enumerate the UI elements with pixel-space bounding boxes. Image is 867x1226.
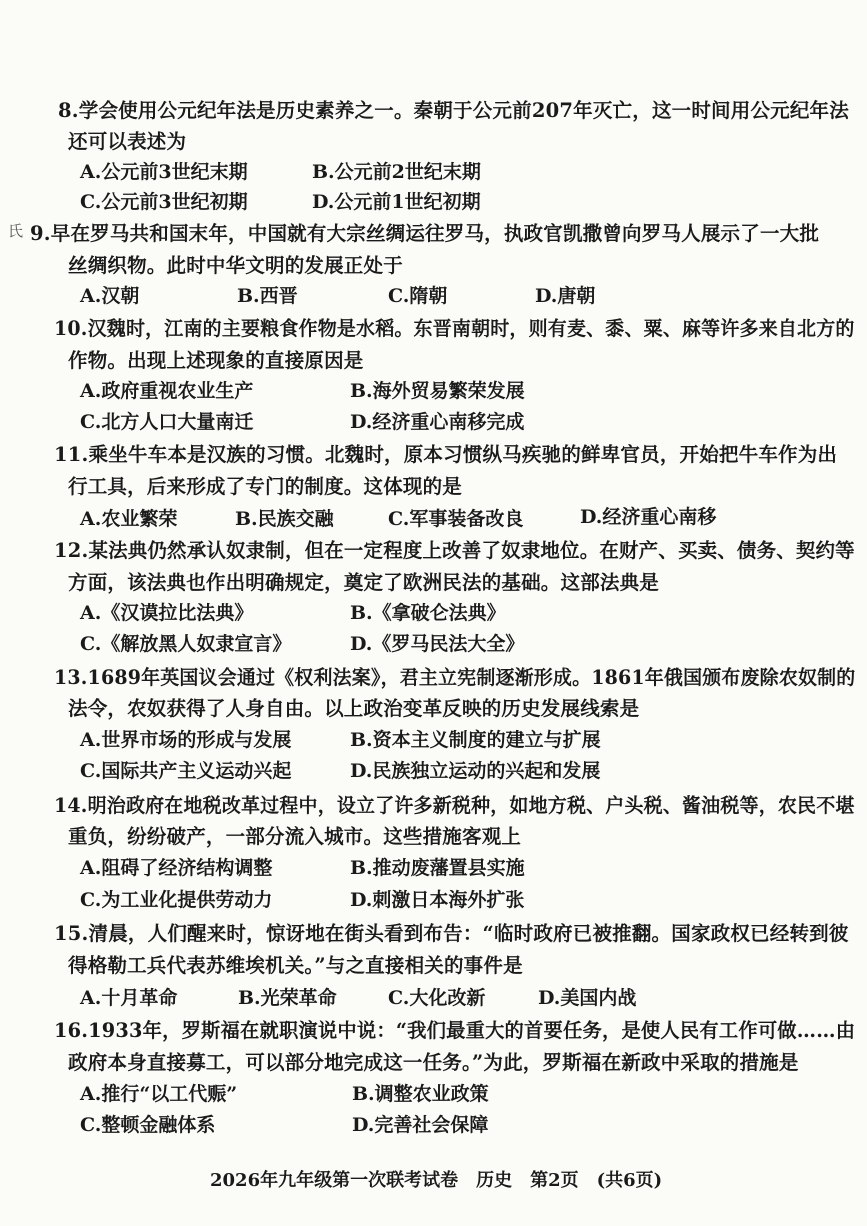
question-15-stem-line-2: 得格勒工兵代表苏维埃机关。”与之直接相关的事件是 [68,954,523,977]
question-11-option-c: C.军事装备改良 [388,508,524,530]
question-10-option-c: C.北方人口大量南迁 [80,411,254,433]
question-12-option-b: B.《拿破仑法典》 [350,602,506,624]
question-10-stem-line-1: 10.汉魏时，江南的主要粮食作物是水稻。东晋南朝时，则有麦、黍、粟、麻等许多来自北方的 [54,317,855,340]
question-11-option-a: A.农业繁荣 [80,508,178,530]
question-12-stem-line-1: 12.某法典仍然承认奴隶制，但在一定程度上改善了奴隶地位。在财产、买卖、债务、契约等 [54,539,855,562]
question-15-option-c: C.大化改新 [388,987,486,1009]
question-13-option-b: B.资本主义制度的建立与扩展 [350,729,601,751]
question-14-option-d: D.刺激日本海外扩张 [350,889,525,911]
question-9-stem-line-2: 丝绸织物。此时中华文明的发展正处于 [68,254,403,277]
question-10-option-a: A.政府重视农业生产 [80,380,254,402]
question-15-option-d: D.美国内战 [538,987,637,1009]
question-10-option-b: B.海外贸易繁荣发展 [350,380,525,402]
question-13-option-d: D.民族独立运动的兴起和发展 [350,760,601,782]
question-12-option-d: D.《罗马民法大全》 [350,633,525,655]
question-11-stem-line-1: 11.乘坐牛车本是汉族的习惯。北魏时，原本习惯纵马疾驰的鲜卑官员，开始把牛车作为出 [54,443,838,466]
question-16-stem-line-2: 政府本身直接募工，可以部分地完成这一任务。”为此，罗斯福在新政中采取的措施是 [68,1051,799,1074]
question-15-option-b: B.光荣革命 [238,987,337,1009]
question-11-option-d: D.经济重心南移 [580,506,717,528]
question-9-option-d: D.唐朝 [535,285,596,307]
page-footer: 2026年九年级第一次联考试卷 历史 第2页 (共6页) [210,1170,663,1191]
question-9-stem-line-1: 9.早在罗马共和国末年，中国就有大宗丝绸运往罗马，执政官凯撒曾向罗马人展示了一大批 [30,222,820,245]
question-12-stem-line-2: 方面，该法典也作出明确规定，奠定了欧洲民法的基础。这部法典是 [68,571,660,594]
question-13-stem-line-2: 法令，农奴获得了人身自由。以上政治变革反映的历史发展线索是 [68,697,640,720]
question-10-option-d: D.经济重心南移完成 [350,411,525,433]
question-12-option-c: C.《解放黑人奴隶宣言》 [80,633,292,655]
question-9-option-c: C.隋朝 [388,285,448,307]
question-11-option-b: B.民族交融 [235,508,334,530]
question-8-option-c: C.公元前3世纪初期 [80,191,248,213]
question-16-option-a: A.推行“以工代赈” [80,1083,238,1105]
question-13-option-a: A.世界市场的形成与发展 [80,729,292,751]
question-13-option-c: C.国际共产主义运动兴起 [80,760,292,782]
question-16-option-b: B.调整农业政策 [352,1083,489,1105]
question-14-option-b: B.推动废藩置县实施 [350,857,525,879]
question-15-option-a: A.十月革命 [80,987,178,1009]
question-14-option-c: C.为工业化提供劳动力 [80,889,273,911]
question-14-stem-line-1: 14.明治政府在地税改革过程中，设立了许多新税种，如地方税、户头税、酱油税等，农民不堪 [54,794,855,817]
question-8-stem-line-1: 8.学会使用公元纪年法是历史素养之一。秦朝于公元前207年灭亡，这一时间用公元纪年法 [58,99,849,122]
question-16-option-d: D.完善社会保障 [352,1114,489,1136]
question-14-stem-line-2: 重负，纷纷破产，一部分流入城市。这些措施客观上 [68,825,522,848]
question-15-stem-line-1: 15.清晨，人们醒来时，惊讶地在街头看到布告：“临时政府已被推翻。国家政权已经转到彼 [54,922,849,945]
question-13-stem-line-1: 13.1689年英国议会通过《权利法案》，君主立宪制逐渐形成。1861年俄国颁布废除农奴制的 [54,666,856,689]
question-14-option-a: A.阻碍了经济结构调整 [80,857,273,879]
question-11-stem-line-2: 行工具，后来形成了专门的制度。这体现的是 [68,475,463,498]
question-16-stem-line-1: 16.1933年，罗斯福在就职演说中说：“我们最重大的首要任务，是使人民有工作可做……由 [54,1019,856,1042]
question-8-option-a: A.公元前3世纪末期 [80,161,248,183]
question-9-option-a: A.汉朝 [80,285,140,307]
question-16-option-c: C.整顿金融体系 [80,1114,216,1136]
question-9-margin-mark: 氏 [8,222,24,240]
question-9-option-b: B.西晋 [237,285,298,307]
question-10-stem-line-2: 作物。出现上述现象的直接原因是 [68,349,364,372]
question-8-option-d: D.公元前1世纪初期 [312,191,481,213]
question-12-option-a: A.《汉谟拉比法典》 [80,602,254,624]
question-8-stem-line-2: 还可以表述为 [68,130,187,153]
question-8-option-b: B.公元前2世纪末期 [312,161,481,183]
